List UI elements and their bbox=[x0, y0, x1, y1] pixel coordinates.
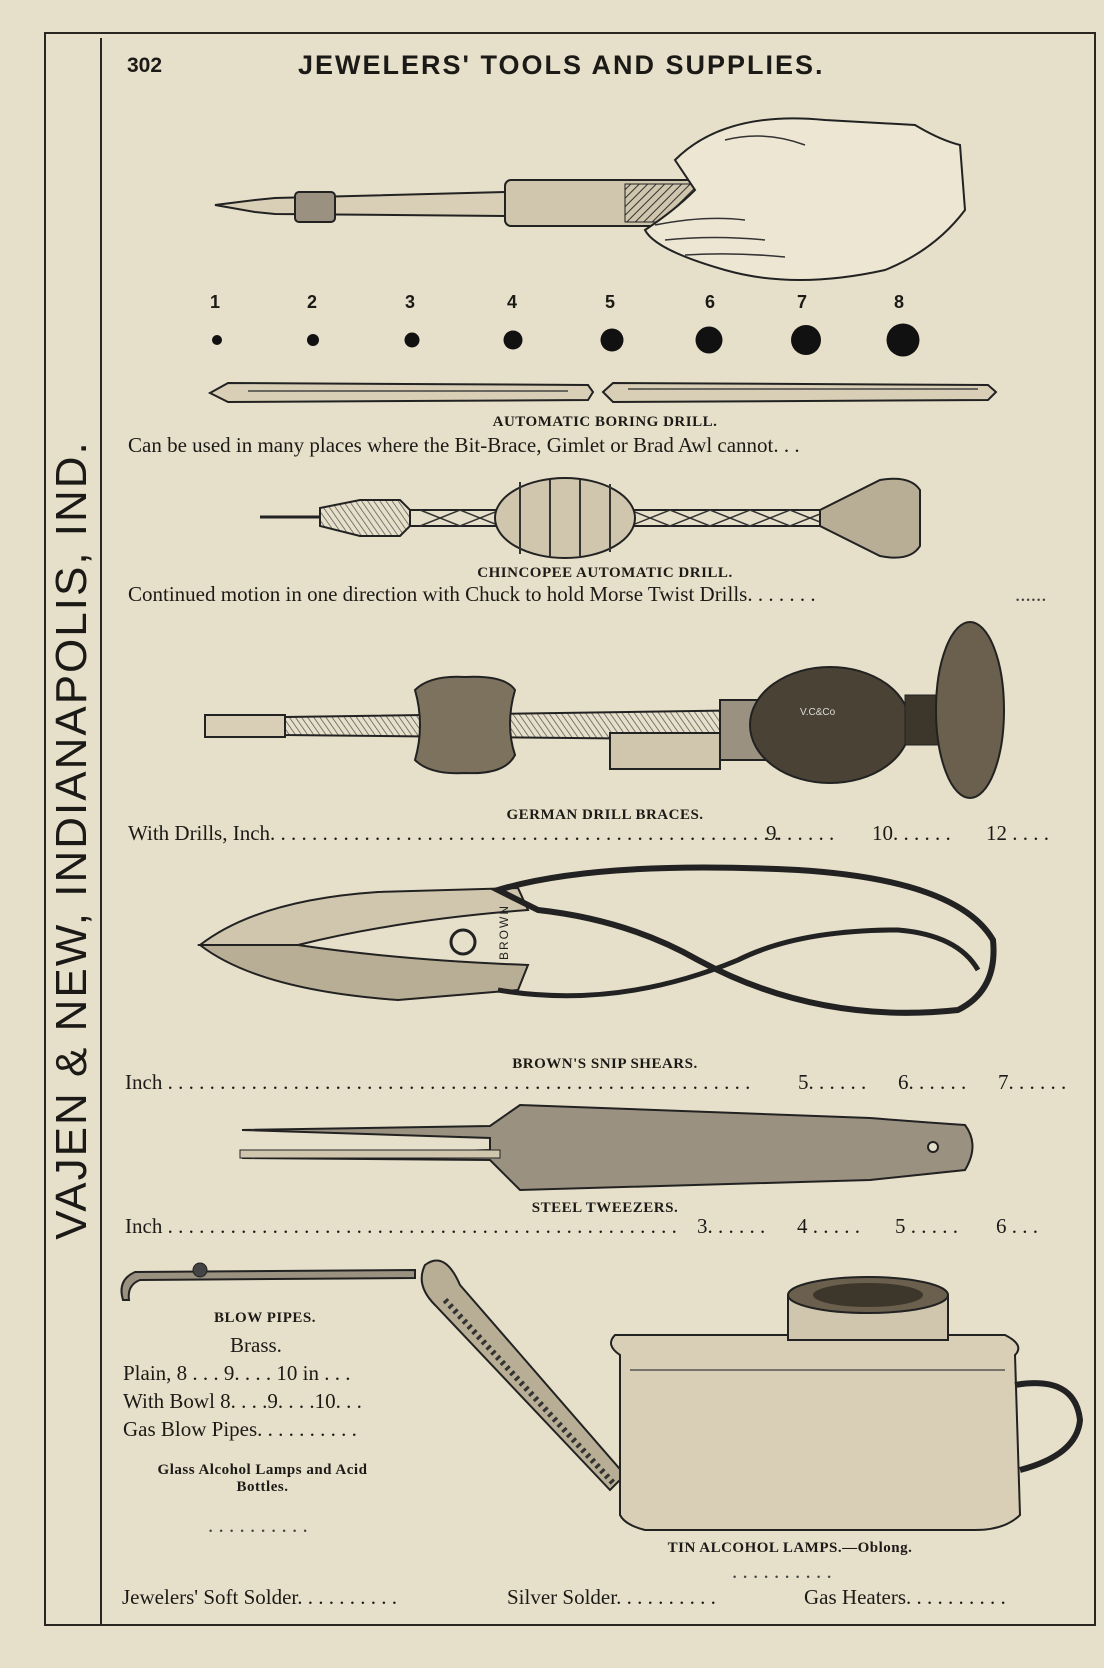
footer-silver-solder: Silver Solder. . . . . . . . . . bbox=[507, 1585, 716, 1609]
tweezers-size-3: 3. . . . . . bbox=[697, 1214, 766, 1238]
german-brace-size-10: 10. . . . . . bbox=[872, 821, 951, 845]
chincopee-trailing-dots: ...... bbox=[1015, 582, 1047, 606]
boring-drill-illustration bbox=[205, 100, 975, 290]
bit-size-5: 5 bbox=[605, 292, 616, 312]
tweezers-row-label: Inch . . . . . . . . . . . . . . . . . . . . . . . . . . . . . . . . . . . . . . . . . . . . . . . . . bbox=[125, 1214, 677, 1238]
shears-maker-mark: BROWN bbox=[497, 904, 511, 960]
snip-shears-size-6: 6. . . . . . bbox=[898, 1070, 967, 1094]
german-brace-size-9: 9. . . . . . bbox=[766, 821, 835, 845]
tin-lamp-illustration bbox=[415, 1245, 1095, 1535]
snip-shears-row-label: Inch . . . . . . . . . . . . . . . . . . . . . . . . . . . . . . . . . . . . . . . . . . . . . . . . . . . . . . . . bbox=[125, 1070, 751, 1094]
tweezers-size-6: 6 . . . bbox=[996, 1214, 1038, 1238]
chincopee-description: Continued motion in one direction with Chuck to hold Morse Twist Drills. . . . . . . bbox=[128, 582, 816, 606]
bit-size-8: 8 bbox=[894, 292, 905, 312]
tweezers-size-5: 5 . . . . . bbox=[895, 1214, 958, 1238]
chincopee-caption: CHINCOPEE AUTOMATIC DRILL. bbox=[477, 565, 733, 581]
drill-bits-illustration bbox=[208, 380, 998, 410]
boring-drill-description: Can be used in many places where the Bit-Brace, Gimlet or Brad Awl cannot. . . bbox=[128, 433, 800, 457]
bit-size-dots bbox=[200, 318, 920, 358]
blow-pipes-row-gas: Gas Blow Pipes. . . . . . . . . . bbox=[123, 1417, 357, 1441]
german-brace-size-12: 12 . . . . bbox=[986, 821, 1049, 845]
footer-gas-heaters: Gas Heaters. . . . . . . . . . bbox=[804, 1585, 1006, 1609]
tweezers-size-4: 4 . . . . . bbox=[797, 1214, 860, 1238]
bit-size-2: 2 bbox=[307, 292, 318, 312]
bit-size-3: 3 bbox=[405, 292, 416, 312]
german-brace-illustration bbox=[205, 615, 1005, 805]
spine-rule bbox=[100, 38, 102, 1624]
bit-size-4: 4 bbox=[507, 292, 518, 312]
blow-pipes-row-bowl: With Bowl 8. . . .9. . . .10. . . bbox=[123, 1389, 362, 1413]
glass-lamps-dots: . . . . . . . . . . bbox=[208, 1513, 308, 1537]
bit-size-7: 7 bbox=[797, 292, 808, 312]
german-brace-row-label: With Drills, Inch. . . . . . . . . . . . . . . . . . . . . . . . . . . . . . . . . . . . . . . . . . . . . . . . . bbox=[128, 821, 780, 845]
tin-lamp-dots: . . . . . . . . . . bbox=[732, 1559, 832, 1583]
boring-drill-caption: AUTOMATIC BORING DRILL. bbox=[492, 414, 718, 430]
tweezers-illustration bbox=[240, 1100, 980, 1195]
blow-pipes-caption: BLOW PIPES. bbox=[214, 1310, 316, 1326]
bit-size-6: 6 bbox=[705, 292, 716, 312]
tweezers-caption: STEEL TWEEZERS. bbox=[531, 1200, 679, 1216]
tin-lamp-caption: TIN ALCOHOL LAMPS.—Oblong. bbox=[667, 1540, 913, 1556]
blow-pipes-row-plain: Plain, 8 . . . 9. . . . 10 in . . . bbox=[123, 1361, 351, 1385]
side-title: VAJEN & NEW, INDIANAPOLIS, IND. bbox=[47, 440, 96, 1240]
snip-shears-illustration bbox=[198, 850, 1008, 1050]
snip-shears-caption: BROWN'S SNIP SHEARS. bbox=[512, 1056, 698, 1072]
snip-shears-size-7: 7. . . . . . bbox=[998, 1070, 1067, 1094]
chincopee-drill-illustration bbox=[260, 470, 940, 570]
page-title: JEWELERS' TOOLS AND SUPPLIES. bbox=[298, 50, 825, 80]
german-brace-caption: GERMAN DRILL BRACES. bbox=[506, 807, 704, 823]
blow-pipes-material: Brass. bbox=[230, 1333, 282, 1357]
glass-lamps-caption: Glass Alcohol Lamps and Acid Bottles. bbox=[157, 1462, 368, 1495]
snip-shears-size-5: 5. . . . . . bbox=[798, 1070, 867, 1094]
page-number: 302 bbox=[127, 54, 163, 77]
blow-pipe-illustration bbox=[115, 1250, 415, 1310]
footer-soft-solder: Jewelers' Soft Solder. . . . . . . . . . bbox=[122, 1585, 398, 1609]
brace-maker-mark: V.C&Co bbox=[800, 707, 836, 718]
bit-size-1: 1 bbox=[210, 292, 221, 312]
